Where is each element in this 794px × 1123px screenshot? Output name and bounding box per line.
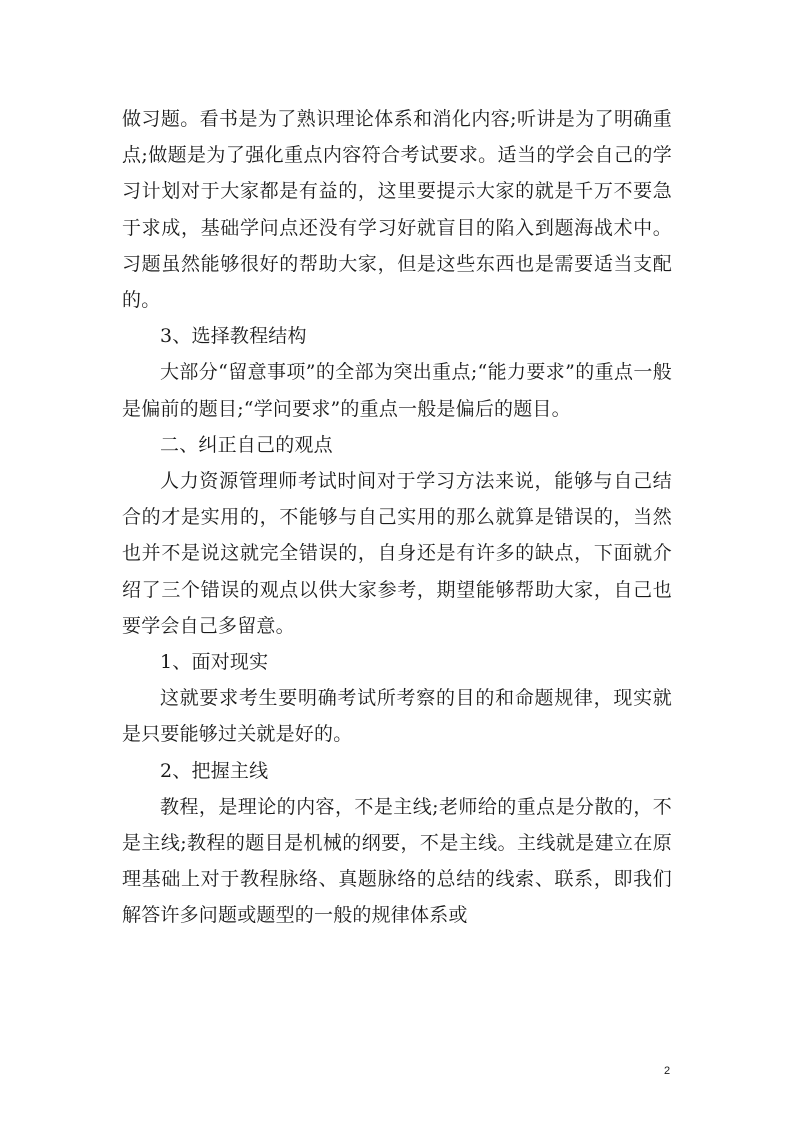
heading-grasp-main-line: 2、把握主线 [160,759,269,782]
heading-correct-viewpoints: 二、纠正自己的观点 [160,433,333,456]
page-number: 2 [664,1065,671,1077]
paragraph-face-reality: 这就要求考生要明确考试所考察的目的和命题规律，现实就是只要能够过关就是好的。 [122,687,672,746]
paragraph-key-points: 大部分“留意事项”的全部为突出重点;“能力要求”的重点一般是偏前的题目;“学问要求”的重点一般是偏后的题目。 [122,361,672,420]
paragraph-main-line: 教程，是理论的内容，不是主线;老师给的重点是分散的，不是主线;教程的题目是机械的纲要，不是主线。主线就是建立在原理基础上对于教程脉络、真题脉络的总结的线索、联系，即我们解答许多问题或题型的一般的规律体系或 [122,795,672,927]
heading-choose-textbook-structure: 3、选择教程结构 [160,325,307,348]
heading-face-reality: 1、面对现实 [160,651,269,674]
paragraph-study-purpose: 做习题。看书是为了熟识理论体系和消化内容;听讲是为了明确重点;做题是为了强化重点内容符合考试要求。适当的学会自己的学习计划对于大家都是有益的，这里要提示大家的就是千万不要急于求成，基础学问点还没有学习好就盲目的陷入到题海战术中。习题虽然能够很好的帮助大家，但是这些东西也是需要适当支配的。 [122,108,672,312]
paragraph-wrong-viewpoints: 人力资源管理师考试时间对于学习方法来说，能够与自己结合的才是实用的，不能够与自己实用的那么就算是错误的，当然也并不是说这就完全错误的，自身还是有许多的缺点，下面就介绍了三个错误的观点以供大家参考，期望能够帮助大家，自己也要学会自己多留意。 [122,470,672,637]
body-text [122,101,672,934]
